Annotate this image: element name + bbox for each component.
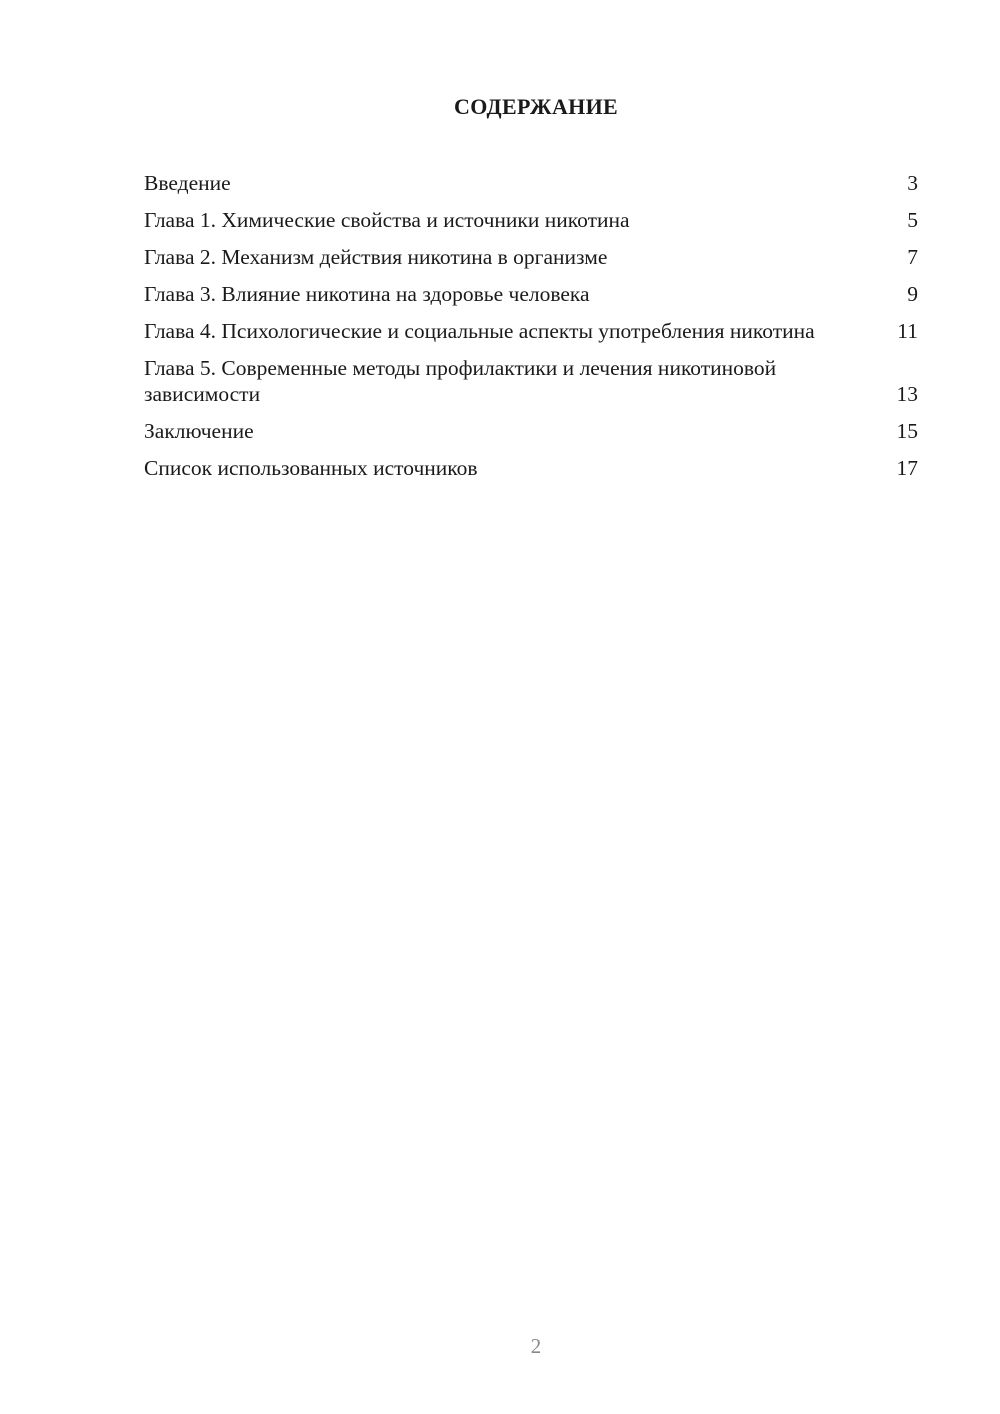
toc-entry-page: 11	[897, 319, 918, 343]
page-title: СОДЕРЖАНИЕ	[454, 94, 618, 119]
toc-entry-page: 17	[896, 456, 918, 480]
toc-entry-label: Глава 1. Химические свойства и источники никотина	[144, 208, 630, 232]
toc-entry-page: 3	[907, 171, 918, 195]
toc-entry-label: Введение	[144, 171, 231, 195]
toc-entry-chapter-4[interactable]	[144, 318, 918, 344]
toc-entry-label: Глава 4. Психологические и социальные аспекты употребления никотина	[144, 319, 815, 343]
toc-entry-page: 13	[896, 382, 918, 406]
toc-entry-label: Список использованных источников	[144, 456, 478, 480]
toc-entry-chapter-3[interactable]	[144, 281, 918, 307]
toc-entry-page: 15	[896, 419, 918, 443]
toc-entry-page: 9	[907, 282, 918, 306]
toc-entry-chapter-5[interactable]	[144, 355, 918, 407]
toc-entry-conclusion[interactable]	[144, 418, 918, 444]
toc-entry-page: 7	[907, 245, 918, 269]
toc-entry-label: Глава 5. Современные методы профилактики и лечения никотиновой зависимости	[144, 356, 777, 406]
toc-entry-references[interactable]	[144, 455, 918, 481]
toc-entry-page: 5	[907, 208, 918, 232]
table-of-contents	[144, 170, 918, 492]
toc-entry-introduction[interactable]	[144, 170, 918, 196]
toc-entry-label: Заключение	[144, 419, 254, 443]
toc-entry-chapter-2[interactable]	[144, 244, 918, 270]
toc-entry-label: Глава 2. Механизм действия никотина в организме	[144, 245, 608, 269]
page-number: 2	[530, 1334, 542, 1358]
toc-entry-chapter-1[interactable]	[144, 207, 918, 233]
toc-entry-label: Глава 3. Влияние никотина на здоровье человека	[144, 282, 590, 306]
